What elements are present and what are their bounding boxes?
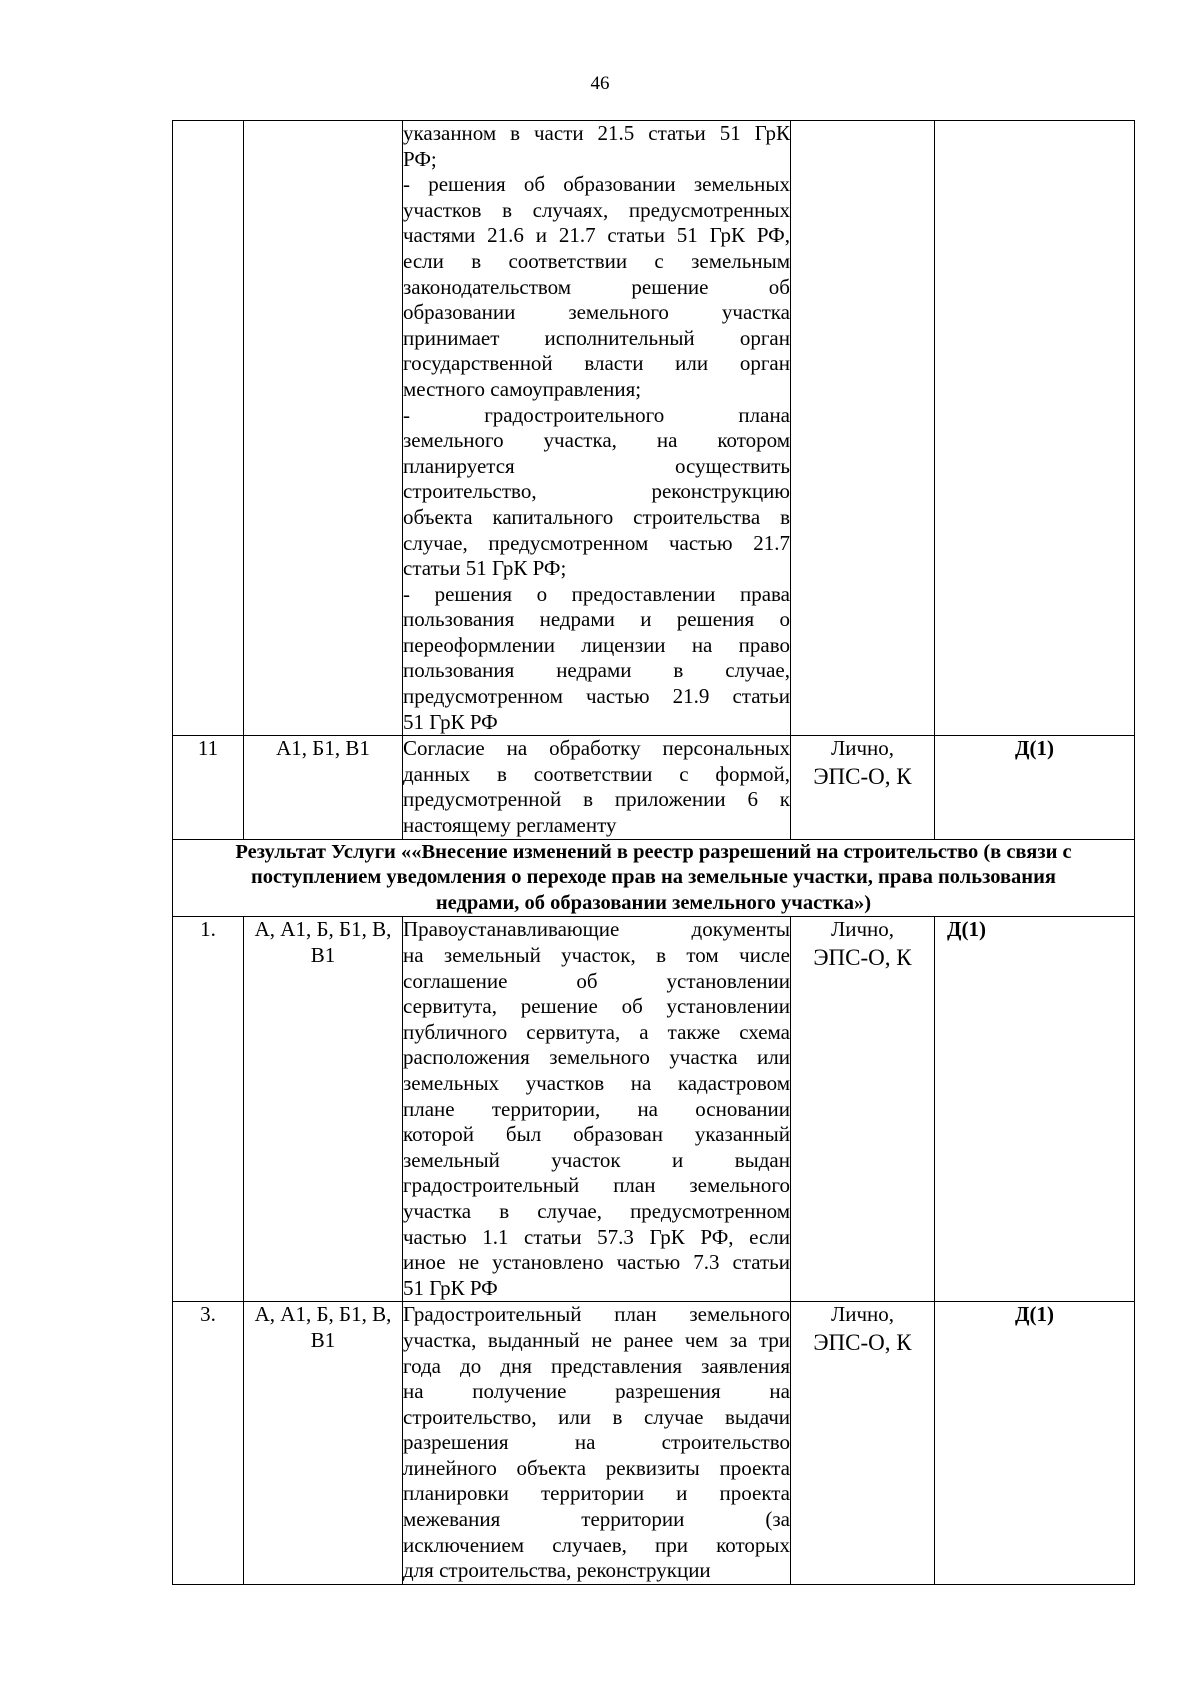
- description-line: Градостроительный план земельного: [403, 1302, 790, 1327]
- applicant-categories: А, А1, Б, Б1, В, В1: [244, 1302, 403, 1585]
- document-description: [403, 736, 791, 839]
- table-row: [173, 736, 1135, 839]
- page-number: 46: [590, 73, 610, 94]
- description-line: 51 ГрК РФ: [403, 709, 498, 734]
- description-line: расположения земельного участка или: [403, 1045, 790, 1070]
- description-line: случае, предусмотренном частью 21.7: [403, 530, 790, 555]
- description-line: земельного участка, на котором: [403, 428, 790, 453]
- description-line: настоящему регламенту: [403, 813, 617, 838]
- description-line: Правоустанавливающие документы: [403, 917, 790, 942]
- description-line: образовании земельного участка: [403, 300, 790, 325]
- description-line: строительство, реконструкцию: [403, 479, 790, 504]
- row-number: 11: [173, 736, 244, 839]
- table-row: [173, 1302, 1135, 1585]
- description-line: разрешения на строительство: [403, 1430, 790, 1455]
- submission-method: [791, 1302, 935, 1585]
- description-line: соглашение об установлении: [403, 968, 790, 993]
- description-line: на получение разрешения на: [403, 1379, 790, 1404]
- section-header-row: [173, 839, 1135, 917]
- description-line: законодательством решение об: [403, 274, 790, 299]
- description-line: государственной власти или орган: [403, 351, 790, 376]
- description-line: сервитута, решение об установлении: [403, 994, 790, 1019]
- description-line: принимает исполнительный орган: [403, 325, 790, 350]
- table-row: [173, 121, 1135, 736]
- description-line: на земельный участок, в том числе: [403, 943, 790, 967]
- description-line: земельных участков на кадастровом: [403, 1070, 790, 1095]
- description-line: - решения об образовании земельных: [403, 172, 790, 197]
- description-line: Согласие на обработку персональных: [403, 736, 790, 761]
- description-line: - градостроительного плана: [403, 402, 790, 427]
- description-line: данных в соответствии с формой,: [403, 761, 790, 786]
- description-line: объекта капитального строительства в: [403, 504, 790, 529]
- submission-method: [791, 917, 935, 1302]
- description-line: для строительства, реконструкции: [403, 1558, 711, 1583]
- document-type-code: [935, 121, 1135, 736]
- description-line: пользования недрами в случае,: [403, 658, 790, 683]
- description-line: частью 1.1 статьи 57.3 ГрК РФ, если: [403, 1224, 790, 1249]
- description-line: указанном в части 21.5 статьи 51 ГрК: [403, 121, 790, 145]
- document-type-code: Д(1): [935, 917, 1135, 1302]
- submission-method-in-person: Лично,: [830, 1302, 895, 1327]
- row-number: 1.: [173, 917, 244, 1302]
- submission-method-channels: ЭПС-О, К: [813, 1329, 912, 1355]
- description-line: плане территории, на основании: [403, 1096, 790, 1121]
- table-row: [173, 917, 1135, 1302]
- document-description: [403, 1302, 791, 1585]
- description-line: пользования недрами и решения о: [403, 607, 790, 632]
- submission-method-in-person: Лично,: [830, 736, 895, 761]
- section-title-line: Результат Услуги ««Внесение изменений в реестр разрешений на строительство (в связи с: [235, 840, 1072, 863]
- document-description: [403, 917, 791, 1302]
- row-number: 3.: [173, 1302, 244, 1585]
- section-title: [173, 839, 1135, 917]
- section-title-line: недрами, об образовании земельного участка»): [435, 891, 872, 914]
- documents-table: [172, 120, 1135, 1585]
- description-line: года до дня представления заявления: [403, 1353, 790, 1378]
- description-line: исключением случаев, при которых: [403, 1532, 790, 1557]
- description-line: участка в случае, предусмотренном: [403, 1198, 790, 1223]
- description-line: статьи 51 ГрК РФ;: [403, 556, 567, 581]
- submission-method: [791, 736, 935, 839]
- description-line: строительство, или в случае выдачи: [403, 1404, 790, 1429]
- applicant-categories: А1, Б1, В1: [244, 736, 403, 839]
- description-line: предусмотренном частью 21.9 статьи: [403, 684, 790, 709]
- document-type-code: Д(1): [935, 1302, 1135, 1585]
- description-line: частями 21.6 и 21.7 статьи 51 ГрК РФ,: [403, 223, 790, 248]
- description-line: 51 ГрК РФ: [403, 1275, 498, 1300]
- submission-method-channels: ЭПС-О, К: [813, 763, 912, 789]
- document-description: [403, 121, 791, 736]
- description-line: градостроительный план земельного: [403, 1173, 790, 1198]
- description-line: планируется осуществить: [403, 453, 790, 478]
- description-line: переоформлении лицензии на право: [403, 632, 790, 657]
- submission-method: [791, 121, 935, 736]
- description-line: - решения о предоставлении права: [403, 581, 790, 606]
- description-line: участка, выданный не ранее чем за три: [403, 1327, 790, 1352]
- description-line: местного самоуправления;: [403, 376, 642, 401]
- description-line: РФ;: [403, 146, 437, 171]
- description-line: публичного сервитута, а также схема: [403, 1019, 790, 1044]
- section-title-line: поступлением уведомления о переходе прав на земельные участки, права пользования: [251, 866, 1056, 889]
- description-line: планировки территории и проекта: [403, 1481, 790, 1506]
- description-line: которой был образован указанный: [403, 1122, 790, 1147]
- description-line: предусмотренной в приложении 6 к: [403, 787, 790, 812]
- description-line: если в соответствии с земельным: [403, 248, 790, 273]
- document-type-code: Д(1): [935, 736, 1135, 839]
- description-line: межевания территории (за: [403, 1507, 790, 1532]
- submission-method-in-person: Лично,: [830, 917, 895, 942]
- applicant-categories: А, А1, Б, Б1, В, В1: [244, 917, 403, 1302]
- applicant-categories: [244, 121, 403, 736]
- row-number: [173, 121, 244, 736]
- description-line: линейного объекта реквизиты проекта: [403, 1455, 790, 1480]
- description-line: иное не установлено частью 7.3 статьи: [403, 1250, 790, 1275]
- description-line: земельный участок и выдан: [403, 1147, 790, 1172]
- submission-method-channels: ЭПС-О, К: [813, 945, 912, 970]
- description-line: участков в случаях, предусмотренных: [403, 197, 790, 222]
